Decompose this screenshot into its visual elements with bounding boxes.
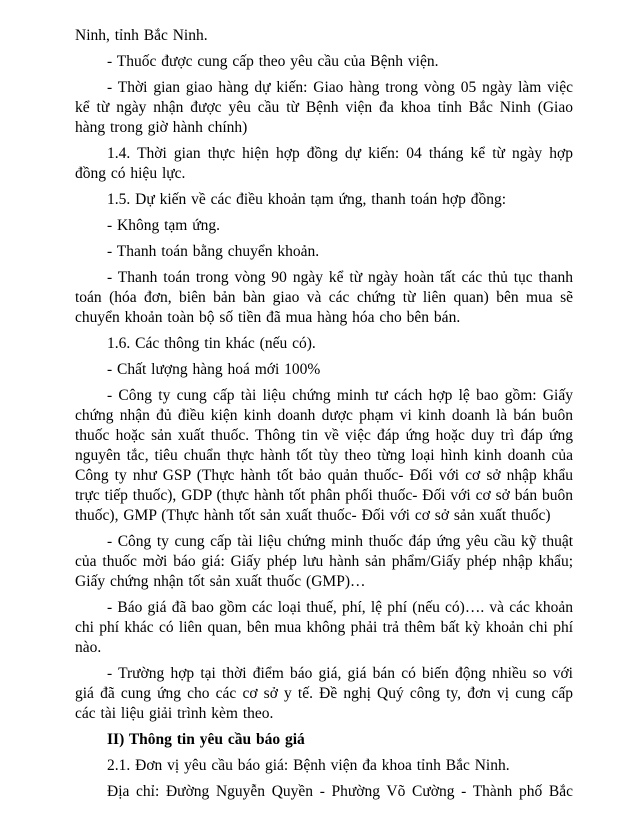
paragraph-continuation: Ninh, tỉnh Bắc Ninh. (75, 27, 208, 44)
paragraph: - Trường hợp tại thời điểm báo giá, giá bán có biến động nhiều so với giá đã cung ứng cho các cơ sở y tế. Đề nghị Quý công ty, đơn vị cung cấp các tài liệu giải trình kèm theo. (75, 665, 573, 722)
paragraph: - Chất lượng hàng hoá mới 100% (107, 361, 321, 378)
paragraph: - Thanh toán bằng chuyển khoản. (107, 243, 320, 260)
paragraph: 2.1. Đơn vị yêu cầu báo giá: Bệnh viện đa khoa tỉnh Bắc Ninh. (107, 757, 510, 774)
paragraph: - Báo giá đã bao gồm các loại thuế, phí, lệ phí (nếu có)…. và các khoản chi phí khác có liên quan, bên mua không phải trả thêm bất kỳ khoản chi phí nào. (75, 599, 573, 656)
paragraph: - Thanh toán trong vòng 90 ngày kể từ ngày hoàn tất các thủ tục thanh toán (hóa đơn, biên bản bàn giao và các chứng từ liên quan) bên mua sẽ chuyển khoản toàn bộ số tiền đã mua hàng hóa cho bên bán. (75, 269, 573, 326)
paragraph-address: Địa chỉ: Đường Nguyễn Quyền - Phường Võ Cường - Thành phố Bắc (107, 783, 573, 800)
paragraph: 1.4. Thời gian thực hiện hợp đồng dự kiến: 04 tháng kể từ ngày hợp đồng có hiệu lực. (75, 145, 573, 182)
paragraph: - Công ty cung cấp tài liệu chứng minh tư cách hợp lệ bao gồm: Giấy chứng nhận đủ điều kiện kinh doanh dược phạm vi kinh doanh là bán buôn thuốc hoặc sản xuất thuốc. Thông tin về việc đáp ứng hoặc duy trì đáp ứng nguyên tắc, tiêu chuẩn thực hành tốt tùy theo từng loại hình kinh doanh của Công ty như GSP (Thực hành tốt bảo quản thuốc- Đối với cơ sở nhập khẩu trực tiếp thuốc), GDP (thực hành tốt phân phối thuốc- Đối với cơ sở bán buôn thuốc), GMP (Thực hành tốt sản xuất thuốc- Đối với cơ sở sản xuất thuốc) (75, 387, 573, 524)
paragraph: 1.5. Dự kiến về các điều khoản tạm ứng, thanh toán hợp đồng: (107, 191, 507, 208)
section-heading: II) Thông tin yêu cầu báo giá (107, 731, 305, 748)
paragraph: - Công ty cung cấp tài liệu chứng minh thuốc đáp ứng yêu cầu kỹ thuật của thuốc mời báo giá: Giấy phép lưu hành sản phẩm/Giấy phép nhập khẩu; Giấy chứng nhận tốt sản xuất thuốc (GMP)… (75, 533, 573, 590)
paragraph: - Thời gian giao hàng dự kiến: Giao hàng trong vòng 05 ngày làm việc kể từ ngày nhận được yêu cầu từ Bệnh viện đa khoa tỉnh Bắc Ninh (Giao hàng trong giờ hành chính) (75, 79, 573, 136)
paragraph: - Không tạm ứng. (107, 217, 220, 234)
paragraph: - Thuốc được cung cấp theo yêu cầu của Bệnh viện. (107, 53, 439, 70)
paragraph: 1.6. Các thông tin khác (nếu có). (107, 335, 316, 352)
